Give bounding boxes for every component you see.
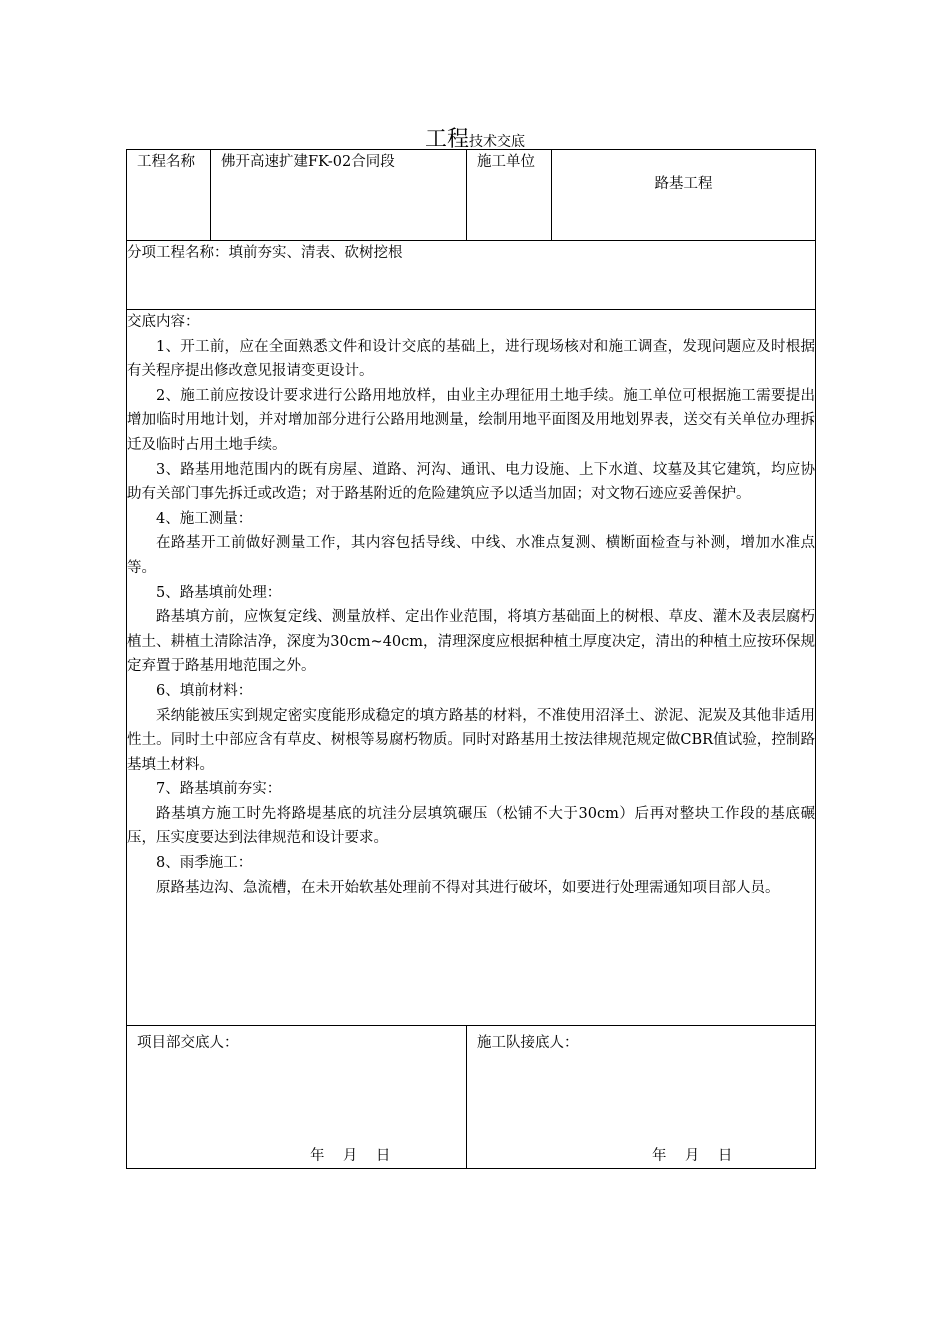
construction-unit-label: 施工单位 [467, 150, 552, 241]
receiver-date: 年 月 日 [652, 1148, 733, 1164]
content-paragraph: 路基填方前，应恢复定线、测量放样、定出作业范围，将填方基础面上的树根、草皮、灌木及表层腐朽植土、耕植土清除洁净，深度为30cm~40cm，清理深度应根据种植土厚度决定，清出的种植土应按环保规定弃置于路基用地范围之外。 [127, 609, 815, 675]
content-paragraph: 1、开工前，应在全面熟悉文件和设计交底的基础上，进行现场核对和施工调查，发现问题应及时根据有关程序提出修改意见报请变更设计。 [127, 338, 815, 380]
content-paragraph: 2、施工前应按设计要求进行公路用地放样，由业主办理征用土地手续。施工单位可根据施工需要提出增加临时用地计划，并对增加部分进行公路用地测量，绘制用地平面图及用地划界表，送交有关单位办理拆迁及临时占用土地手续。 [127, 387, 815, 453]
project-name-label: 工程名称 [127, 150, 211, 241]
signature-row [127, 1026, 816, 1169]
discloser-label: 项目部交底人： [137, 1035, 239, 1051]
content-heading: 交底内容： [127, 314, 200, 330]
subitem-name: 分项工程名称：填前夯实、清表、砍树挖根 [127, 241, 816, 310]
title-main: 工程 [424, 127, 469, 152]
info-row [127, 150, 816, 241]
content-paragraph: 7、路基填前夯实： [156, 781, 282, 798]
discloser-date: 年 月 日 [310, 1148, 391, 1164]
disclosure-form-table [126, 149, 816, 1169]
content-paragraph: 在路基开工前做好测量工作，其内容包括导线、中线、水准点复测、横断面检查与补测，增加水准点等。 [127, 535, 815, 576]
title-sub: 技术交底 [469, 134, 525, 150]
subitem-row [127, 241, 816, 310]
content-paragraph: 采纳能被压实到规定密实度能形成稳定的填方路基的材料，不准使用沼泽土、淤泥、泥炭及其他非适用性土。同时土中部应含有草皮、树根等易腐朽物质。同时对路基用土按法律规范规定做CBR值试验，控制路基填土材料。 [127, 707, 815, 773]
receiver-signature-cell [467, 1026, 816, 1169]
content-paragraph: 8、雨季施工： [156, 855, 253, 872]
project-name-value: 佛开高速扩建FK-02合同段 [211, 150, 467, 241]
receiver-label: 施工队接底人： [477, 1035, 579, 1051]
content-paragraph: 原路基边沟、急流槽，在未开始软基处理前不得对其进行破坏，如要进行处理需通知项目部人员。 [156, 879, 780, 896]
content-row [127, 310, 816, 1026]
content-paragraph: 3、路基用地范围内的既有房屋、道路、河沟、通讯、电力设施、上下水道、坟墓及其它建筑，均应协助有关部门事先拆迁或改造；对于路基附近的危险建筑应予以适当加固；对文物石迹应妥善保护。 [127, 461, 815, 503]
content-paragraph: 6、填前材料： [156, 682, 253, 699]
disclosure-content [127, 310, 816, 1026]
construction-unit-value: 路基工程 [552, 150, 816, 241]
discloser-signature-cell [127, 1026, 467, 1169]
content-paragraph: 5、路基填前处理： [156, 584, 282, 601]
content-paragraph: 路基填方施工时先将路堤基底的坑洼分层填筑碾压（松铺不大于30cm）后再对整块工作段的基底碾压，压实度要达到法律规范和设计要求。 [127, 805, 815, 847]
content-paragraph: 4、施工测量： [156, 510, 253, 527]
